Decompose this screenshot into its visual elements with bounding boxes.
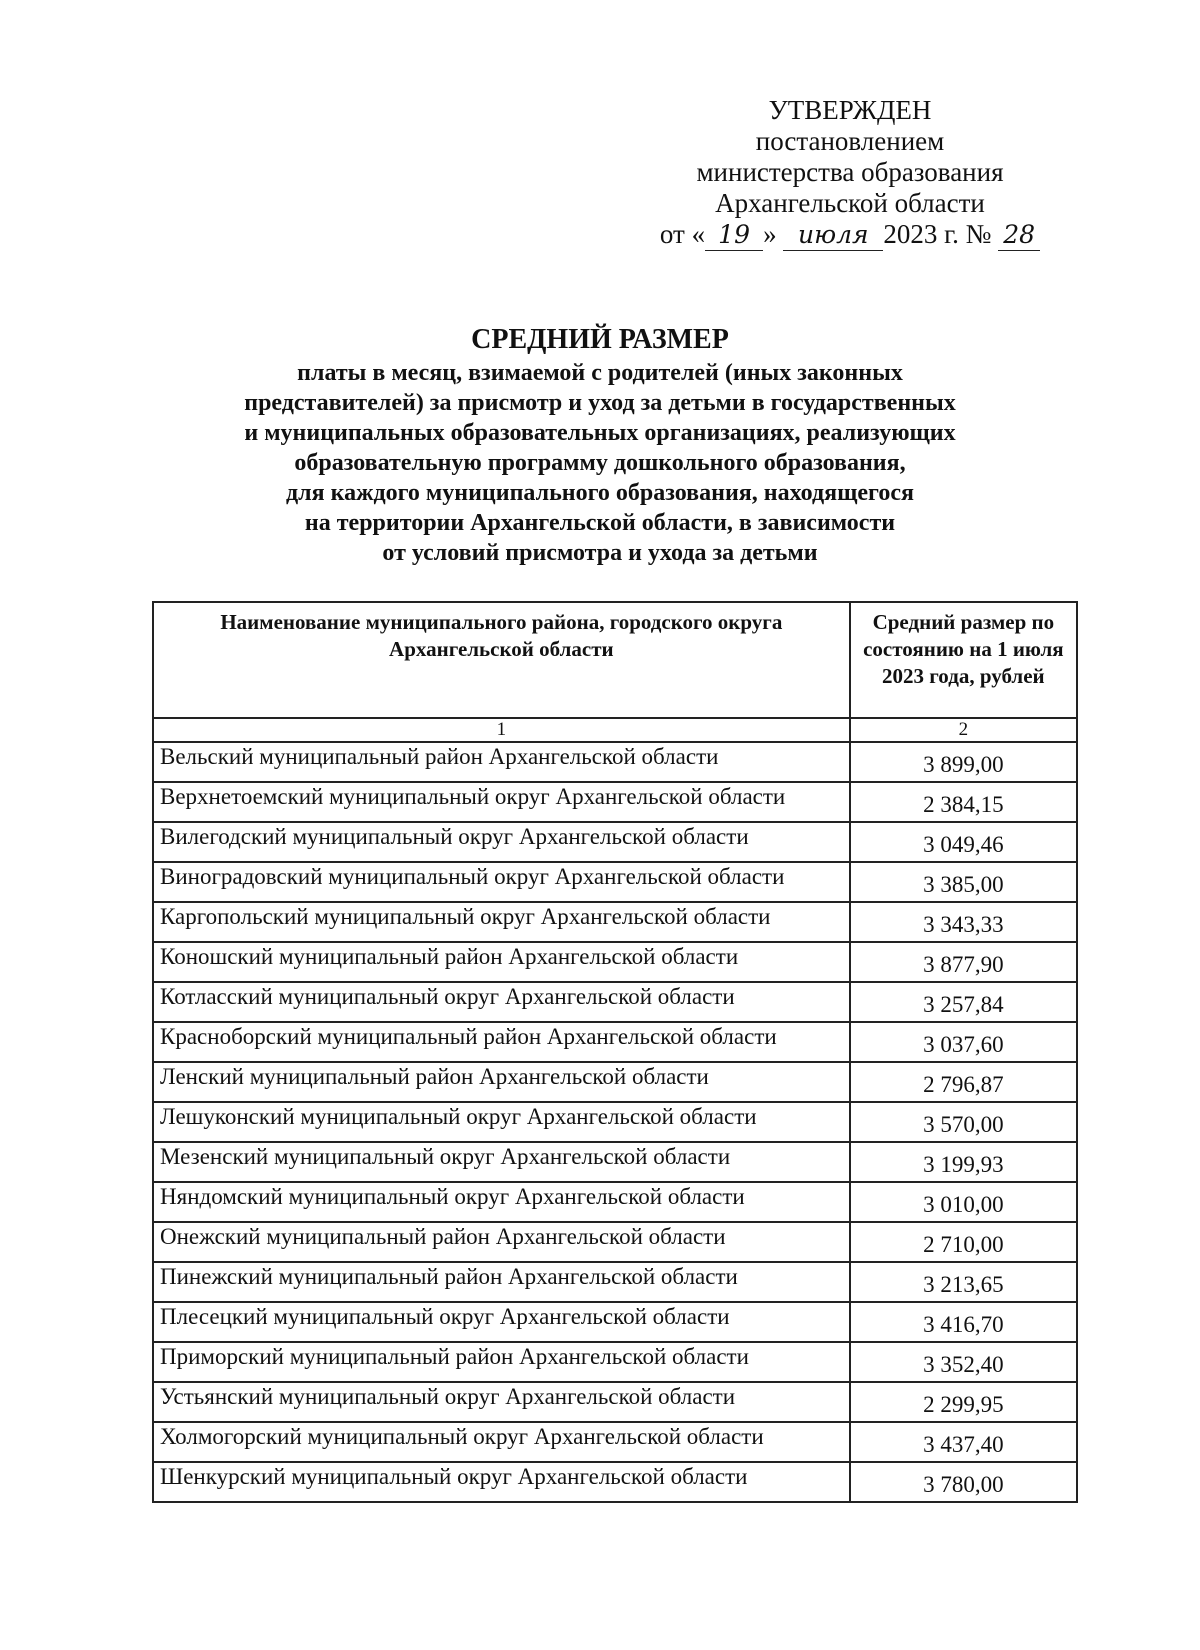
- table-row: [153, 1102, 1077, 1142]
- municipality-name: Каргопольский муниципальный округ Архангельской области: [153, 902, 850, 942]
- date-prefix: от «: [659, 219, 706, 249]
- fee-value: 2 710,00: [850, 1222, 1077, 1262]
- municipality-name: Шенкурский муниципальный округ Архангельской области: [153, 1462, 850, 1502]
- date-year: 2023 г. №: [883, 219, 992, 249]
- table-row: [153, 1422, 1077, 1462]
- table-row: [153, 1382, 1077, 1422]
- municipality-name: Приморский муниципальный район Архангельской области: [153, 1342, 850, 1382]
- header-average-fee: Средний размер по состоянию на 1 июля 2023 года, рублей: [850, 602, 1077, 718]
- title-line: на территории Архангельской области, в зависимости: [304, 510, 896, 536]
- column-number-2: 2: [850, 718, 1077, 742]
- approval-block: [640, 95, 1060, 251]
- fee-value: 3 049,46: [850, 822, 1077, 862]
- fee-value: 3 877,90: [850, 942, 1077, 982]
- handwritten-day: 19: [705, 219, 763, 251]
- table-row: [153, 1222, 1077, 1262]
- title-line: от условий присмотра и ухода за детьми: [382, 540, 818, 566]
- table-row: [153, 1142, 1077, 1182]
- document-title: [100, 322, 1100, 568]
- municipality-name: Красноборский муниципальный район Архангельской области: [153, 1022, 850, 1062]
- title-line: образовательную программу дошкольного образования,: [294, 450, 906, 476]
- table-row: [153, 1182, 1077, 1222]
- handwritten-month: июля: [783, 219, 883, 251]
- handwritten-number: 28: [998, 219, 1040, 251]
- approval-line-ministry: министерства образования: [696, 157, 1004, 187]
- municipality-name: Верхнетоемский муниципальный округ Архангельской области: [153, 782, 850, 822]
- table-row: [153, 862, 1077, 902]
- table-header-row: [153, 602, 1077, 718]
- fee-value: 3 899,00: [850, 742, 1077, 782]
- municipality-name: Плесецкий муниципальный округ Архангельской области: [153, 1302, 850, 1342]
- title-line: представителей) за присмотр и уход за детьми в государственных: [244, 390, 956, 416]
- municipality-name: Ленский муниципальный район Архангельской области: [153, 1062, 850, 1102]
- fee-value: 3 343,33: [850, 902, 1077, 942]
- table-row: [153, 1302, 1077, 1342]
- municipality-name: Устьянский муниципальный округ Архангельской области: [153, 1382, 850, 1422]
- table-row: [153, 1342, 1077, 1382]
- fee-value: 2 299,95: [850, 1382, 1077, 1422]
- approval-line-region: Архангельской области: [715, 188, 985, 218]
- title-heading: СРЕДНИЙ РАЗМЕР: [471, 324, 729, 355]
- fee-value: 3 570,00: [850, 1102, 1077, 1142]
- header-municipality: Наименование муниципального района, городского округа Архангельской области: [153, 602, 850, 718]
- fee-value: 3 257,84: [850, 982, 1077, 1022]
- fee-value: 3 010,00: [850, 1182, 1077, 1222]
- fee-value: 2 796,87: [850, 1062, 1077, 1102]
- fee-value: 3 199,93: [850, 1142, 1077, 1182]
- fee-value: 2 384,15: [850, 782, 1077, 822]
- municipality-name: Вельский муниципальный район Архангельской области: [153, 742, 850, 782]
- fee-value: 3 385,00: [850, 862, 1077, 902]
- table-row: [153, 742, 1077, 782]
- date-mid: »: [763, 219, 777, 249]
- municipality-name: Мезенский муниципальный округ Архангельской области: [153, 1142, 850, 1182]
- table-row: [153, 1062, 1077, 1102]
- title-line: платы в месяц, взимаемой с родителей (иных законных: [297, 360, 903, 386]
- fee-value: 3 213,65: [850, 1262, 1077, 1302]
- approval-date-line: [640, 219, 1060, 251]
- table-row: [153, 942, 1077, 982]
- municipality-name: Котласский муниципальный округ Архангельской области: [153, 982, 850, 1022]
- municipality-name: Лешуконский муниципальный округ Архангельской области: [153, 1102, 850, 1142]
- table-row: [153, 782, 1077, 822]
- column-number-1: 1: [153, 718, 850, 742]
- municipality-name: Вилегодский муниципальный округ Архангельской области: [153, 822, 850, 862]
- approval-stamp-title: УТВЕРЖДЕН: [768, 95, 932, 125]
- table-row: [153, 1022, 1077, 1062]
- fee-value: 3 437,40: [850, 1422, 1077, 1462]
- title-line: и муниципальных образовательных организациях, реализующих: [244, 420, 956, 446]
- municipality-name: Холмогорский муниципальный округ Архангельской области: [153, 1422, 850, 1462]
- fee-value: 3 780,00: [850, 1462, 1077, 1502]
- municipality-name: Пинежский муниципальный район Архангельской области: [153, 1262, 850, 1302]
- municipality-name: Няндомский муниципальный округ Архангельской области: [153, 1182, 850, 1222]
- table-row: [153, 1262, 1077, 1302]
- table-row: [153, 982, 1077, 1022]
- fee-value: 3 416,70: [850, 1302, 1077, 1342]
- fee-value: 3 037,60: [850, 1022, 1077, 1062]
- table-row: [153, 822, 1077, 862]
- table-row: [153, 1462, 1077, 1502]
- municipality-name: Онежский муниципальный район Архангельской области: [153, 1222, 850, 1262]
- column-number-row: [153, 718, 1077, 742]
- municipality-name: Коношский муниципальный район Архангельской области: [153, 942, 850, 982]
- approval-line-resolution: постановлением: [755, 126, 945, 156]
- fees-table: [152, 601, 1078, 1503]
- title-line: для каждого муниципального образования, находящегося: [286, 480, 914, 506]
- fee-value: 3 352,40: [850, 1342, 1077, 1382]
- table-row: [153, 902, 1077, 942]
- municipality-name: Виноградовский муниципальный округ Архангельской области: [153, 862, 850, 902]
